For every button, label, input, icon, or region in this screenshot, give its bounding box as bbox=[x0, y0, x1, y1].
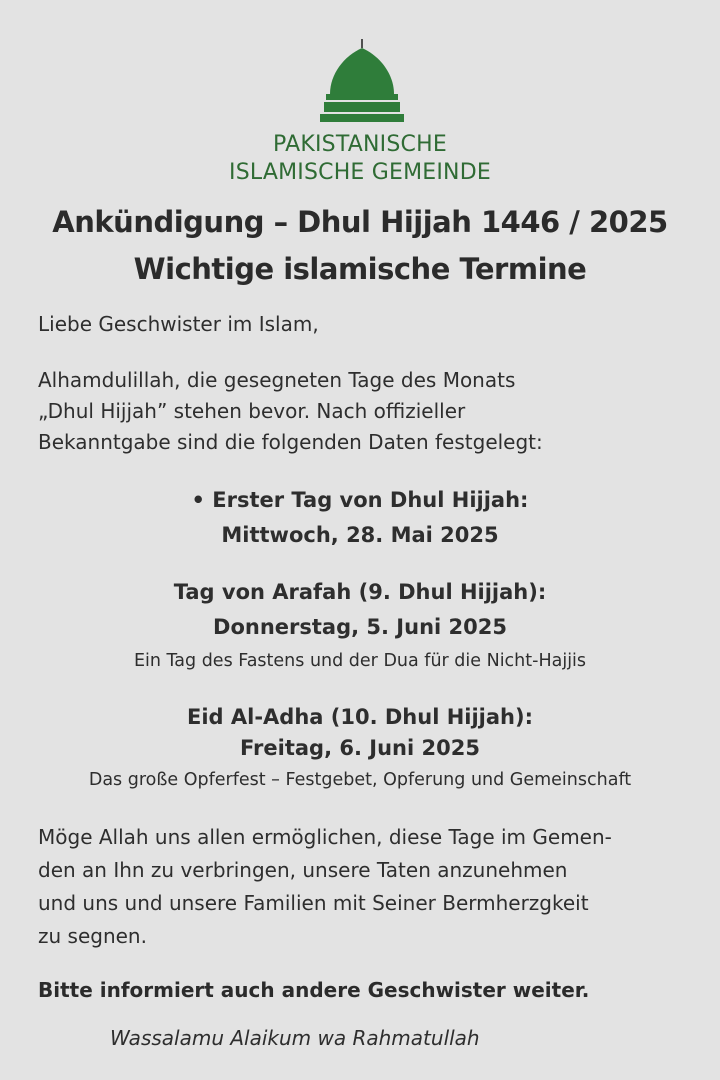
date-item-3-note: Das große Opferfest – Festgebet, Opferung und Gemeinschaft bbox=[88, 770, 632, 790]
date-item-3-date: Freitag, 6. Juni 2025 bbox=[240, 736, 480, 760]
org-name-line2: ISLAMISCHE GEMEINDE bbox=[229, 160, 491, 185]
mosque-dome-icon bbox=[318, 30, 406, 126]
blessing-line-4: zu segnen. bbox=[38, 924, 147, 948]
announcement-subtitle: Wichtige islamische Termine bbox=[133, 252, 587, 286]
intro-line-1: Alhamdulillah, die gesegneten Tage des Monats bbox=[38, 368, 516, 392]
date-item-1-heading-text: Erster Tag von Dhul Hijjah: bbox=[212, 488, 529, 512]
blessing-line-3: und uns und unsere Familien mit Seiner Bermherzgkeit bbox=[38, 891, 589, 915]
date-item-2-heading: Tag von Arafah (9. Dhul Hijjah): bbox=[173, 580, 547, 604]
date-item-1-heading bbox=[0, 485, 720, 516]
intro-line-2: „Dhul Hijjah” stehen bevor. Nach offizieller bbox=[38, 399, 466, 423]
signature: Wassalamu Alaikum wa Rahmatullah bbox=[110, 1026, 480, 1050]
date-item-3-heading: Eid Al-Adha (10. Dhul Hijjah): bbox=[186, 705, 533, 729]
bullet: • bbox=[191, 488, 205, 512]
blessing-line-2: den an Ihn zu verbringen, unsere Taten anzunehmen bbox=[38, 858, 568, 882]
closing-request: Bitte informiert auch andere Geschwister weiter. bbox=[38, 978, 590, 1002]
date-item-2-note: Ein Tag des Fastens und der Dua für die Nicht-Hajjis bbox=[133, 651, 587, 671]
announcement-title: Ankündigung – Dhul Hijjah 1446 / 2025 bbox=[52, 205, 668, 239]
date-item-2-date: Donnerstag, 5. Juni 2025 bbox=[213, 615, 507, 639]
blessing-line-1: Möge Allah uns allen ermöglichen, diese Tage im Gemen- bbox=[38, 825, 612, 849]
greeting: Liebe Geschwister im Islam, bbox=[38, 312, 319, 336]
intro-line-3: Bekanntgabe sind die folgenden Daten festgelegt: bbox=[38, 430, 543, 454]
date-item-1-date: Mittwoch, 28. Mai 2025 bbox=[221, 523, 499, 547]
org-name-line1: PAKISTANISCHE bbox=[273, 132, 447, 157]
